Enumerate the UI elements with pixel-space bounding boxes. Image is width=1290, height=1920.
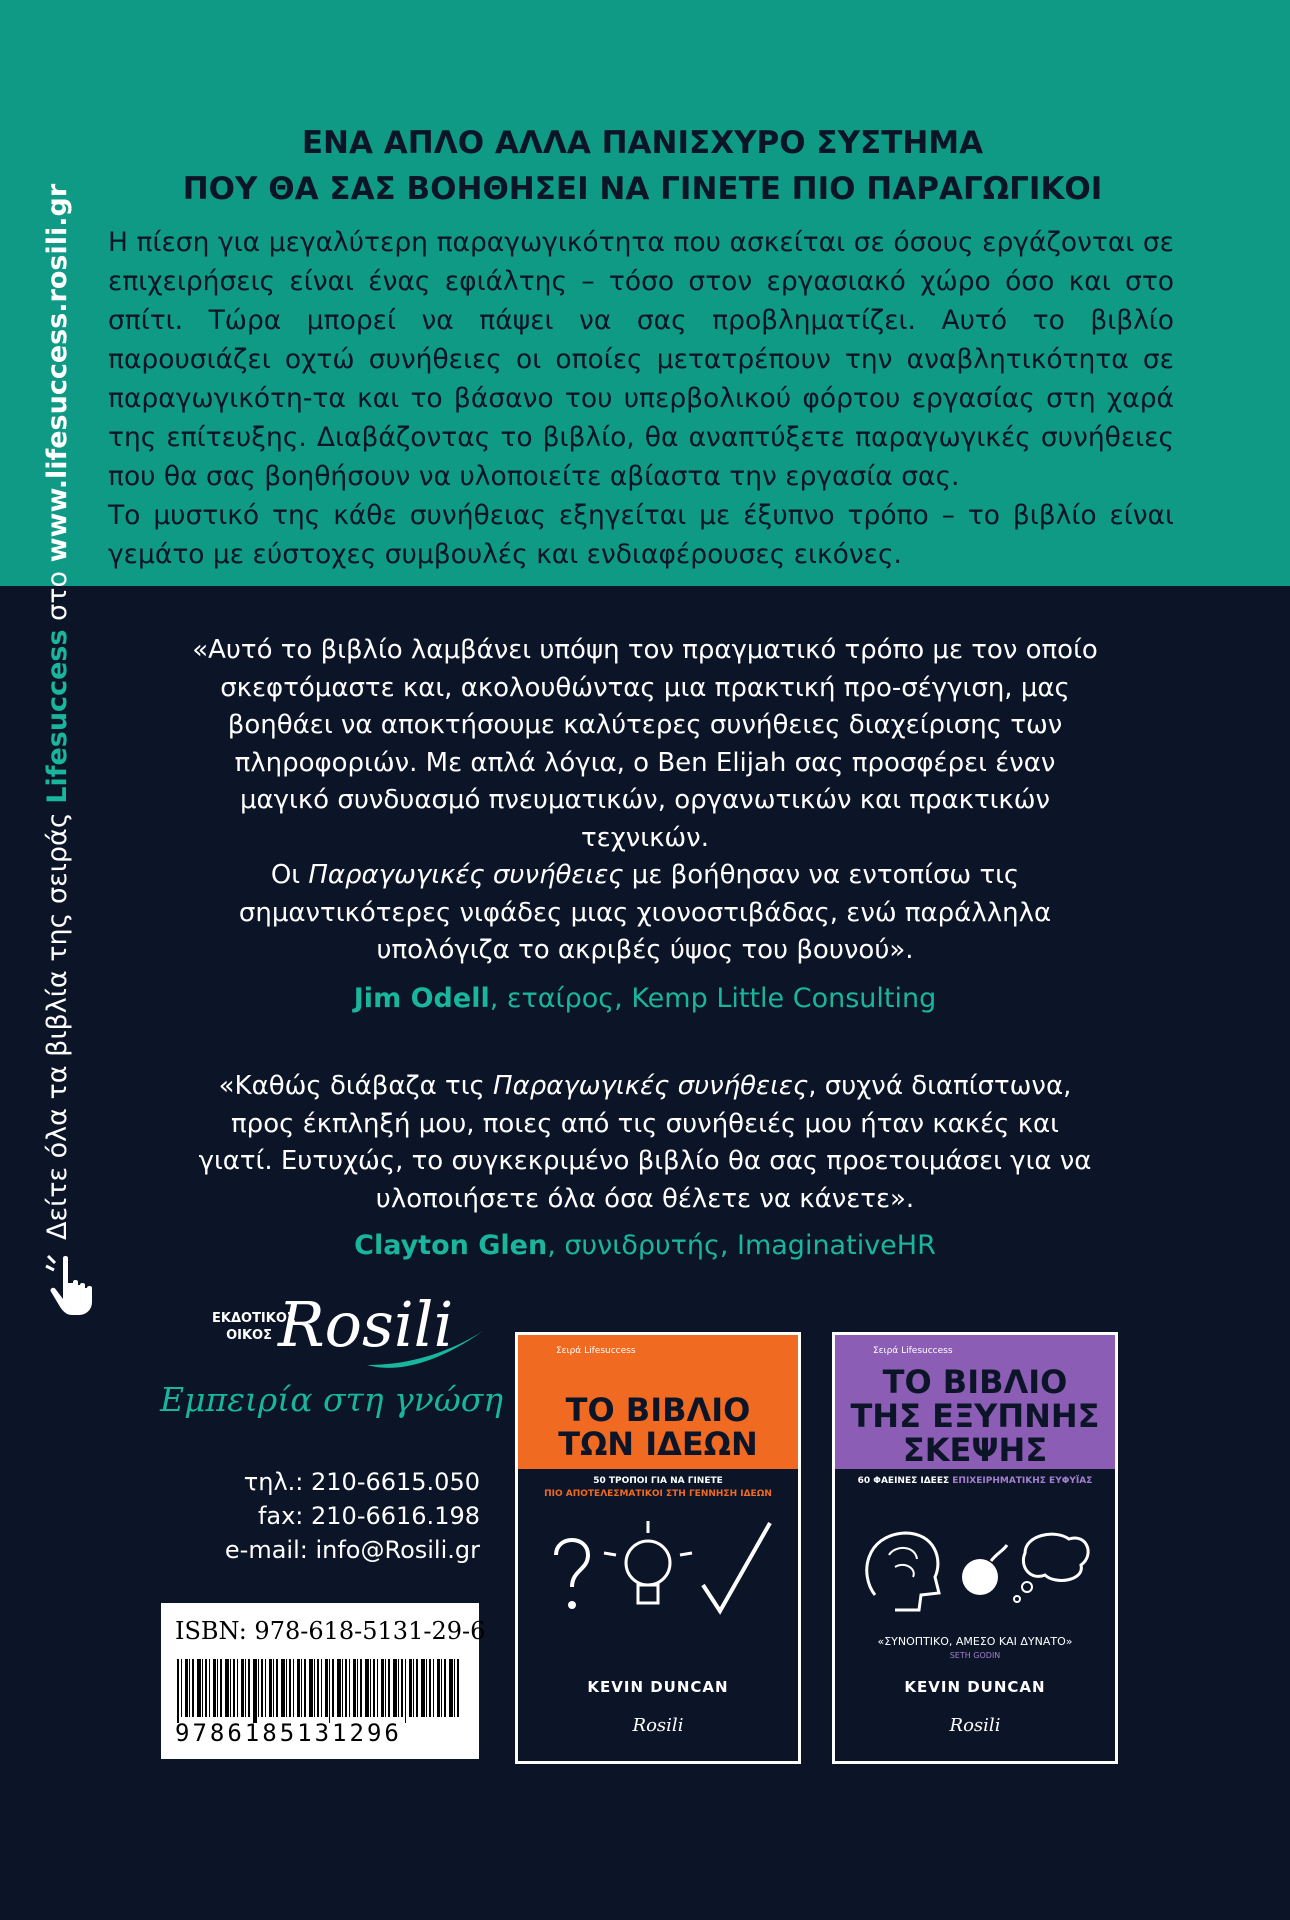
barcode-bar — [230, 1659, 231, 1717]
barcode-bar — [248, 1659, 250, 1717]
book-series-label: Σειρά Lifesuccess — [873, 1346, 953, 1356]
barcode-bar — [213, 1659, 216, 1717]
barcode-bar — [237, 1659, 238, 1717]
barcode-bar — [185, 1659, 188, 1717]
barcode-bar — [241, 1659, 244, 1717]
barcode-bar — [293, 1659, 294, 1717]
book-cover-ideas[interactable] — [515, 1332, 801, 1764]
testimonial-1-text-b: με βοήθησαν να εντοπίσω τις σημαντικότερες νιφάδες μιας χιονοστιβάδας, ενώ παράλληλα υπολόγιζα το ακριβές ύψος του βουνού». — [238, 860, 1052, 965]
description-paragraph-2: Το μυστικό της κάθε συνήθειας εξηγείται με έξυπνο τρόπο – το βιβλίο είναι γεμάτο με εύστοχες συμβουλές και ενδιαφέρουσες εικόνες. — [108, 500, 1174, 570]
rosili-logo: Rosili — [278, 1288, 454, 1361]
book-subtitle-line-2: ΠΙΟ ΑΠΟΤΕΛΕΣΜΑΤΙΚΟΙ ΣΤΗ ΓΕΝΝΗΣΗ ΙΔΕΩΝ — [544, 1489, 772, 1499]
book-publisher-logo: Rosili — [949, 1715, 1001, 1736]
barcode-bar — [426, 1659, 427, 1717]
barcode-bar — [297, 1659, 300, 1717]
testimonial-2-paragraph — [190, 1068, 1100, 1218]
barcode-bar — [429, 1659, 431, 1717]
barcode-bar — [253, 1659, 257, 1723]
book-subtitle-line-1: 60 ΦΑΕΙΝΕΣ ΙΔΕΕΣ — [857, 1476, 953, 1486]
barcode-bar — [353, 1659, 356, 1717]
question-bulb-check-icon — [538, 1515, 778, 1625]
book-title-italic: Παραγωγικές συνήθειες — [308, 860, 624, 890]
barcode-bar — [177, 1659, 179, 1723]
book-description — [108, 223, 1174, 574]
testimonial-1 — [190, 632, 1100, 970]
book-series-label: Σειρά Lifesuccess — [556, 1346, 636, 1356]
barcode-bar — [437, 1659, 440, 1717]
phone-number: τηλ.: 210-6615.050 — [243, 1468, 480, 1496]
book-author: KEVIN DUNCAN — [587, 1678, 729, 1696]
testimonial-2-text-a: «Καθώς διάβαζα τις — [218, 1071, 494, 1101]
testimonial-2-text-b: , συχνά διαπίστωνα, προς έκπληξή μου, ποιες από τις συνήθειές μου ήταν κακές και γιατί. Ευτυχώς, το συγκεκριμένο βιβλίο θα σας προετοιμάσει για να υλοποιήσετε όλα όσα θέλετε να κάνετε». — [198, 1071, 1092, 1214]
testimonial-1-text-a: Οι — [270, 860, 309, 890]
barcode-bars — [175, 1655, 465, 1727]
testimonial-2 — [190, 1068, 1100, 1218]
testimonial-1-attribution — [190, 980, 1100, 1018]
barcode-bar — [357, 1659, 358, 1717]
barcode-bar — [329, 1659, 330, 1723]
logo-swoosh-icon — [365, 1325, 485, 1375]
barcode-bar — [433, 1659, 434, 1717]
book-cover-smart-thinking[interactable] — [832, 1332, 1118, 1764]
book-title-line-3: ΣΚΕΨΗΣ — [902, 1431, 1048, 1469]
book-title-line-2: ΤΗΣ ΕΞΥΠΝΗΣ — [850, 1397, 1100, 1435]
barcode-bar — [325, 1659, 328, 1717]
barcode-bar — [321, 1659, 322, 1717]
barcode-bar — [405, 1659, 406, 1723]
barcode-bar — [457, 1659, 459, 1717]
barcode-bar — [393, 1659, 397, 1717]
book-author: KEVIN DUNCAN — [904, 1678, 1046, 1696]
barcode-bar — [377, 1659, 378, 1717]
isbn-label: ISBN: 978-618-5131-29-6 — [175, 1617, 486, 1645]
barcode-bar — [416, 1659, 418, 1717]
book-endorsement-quote: «ΣΥΝΟΠΤΙΚΟ, ΑΜΕΣΟ ΚΑΙ ΔΥΝΑΤΟ» — [877, 1635, 1073, 1648]
side-series-name: Lifesuccess — [42, 629, 73, 804]
book-title — [835, 1365, 1115, 1467]
book-title-line-2: ΤΩΝ ΙΔΕΩΝ — [558, 1425, 758, 1463]
testimonial-1-role: , εταίρος, Kemp Little Consulting — [489, 983, 937, 1014]
barcode-bar — [388, 1659, 390, 1717]
barcode-bar — [281, 1659, 285, 1717]
barcode-bar — [181, 1659, 182, 1717]
testimonial-2-role: , συνιδρυτής, ImaginativeHR — [547, 1230, 936, 1261]
series-vertical-text — [40, 100, 76, 1240]
publisher-label — [212, 1310, 296, 1344]
book-publisher-logo: Rosili — [632, 1715, 684, 1736]
barcode-bar — [276, 1659, 278, 1717]
barcode-bar — [192, 1659, 194, 1717]
barcode-digits: 9786185131296 — [175, 1719, 402, 1747]
testimonial-2-author: Clayton Glen — [354, 1230, 548, 1261]
publisher-label-line-2: ΟΙΚΟΣ — [226, 1328, 272, 1343]
barcode-bar — [289, 1659, 291, 1717]
book-subtitle — [845, 1475, 1105, 1488]
barcode-bar — [217, 1659, 218, 1717]
publisher-contacts — [160, 1465, 480, 1567]
barcode-bar — [345, 1659, 347, 1717]
barcode-bar — [332, 1659, 334, 1717]
barcode-bar — [220, 1659, 222, 1717]
side-text-part-1: Δείτε όλα τα βιβλία της σειράς — [42, 803, 73, 1240]
barcode-bar — [365, 1659, 369, 1717]
barcode-bar — [421, 1659, 425, 1717]
testimonial-1-author: Jim Odell — [353, 983, 490, 1014]
barcode-bar — [225, 1659, 229, 1717]
barcode-bar — [370, 1659, 371, 1717]
book-title — [518, 1393, 798, 1461]
headline-line-2: ΠΟΥ ΘΑ ΣΑΣ ΒΟΗΘΗΣΕΙ ΝΑ ΓΙΝΕΤΕ ΠΙΟ ΠΑΡΑΓΩΓΙΚΟΙ — [182, 171, 1103, 207]
barcode-bar — [269, 1659, 272, 1717]
isbn-barcode — [161, 1603, 486, 1759]
barcode-bar — [349, 1659, 350, 1717]
barcode-bar — [286, 1659, 287, 1717]
book-subtitle-line-2: ΕΠΙΧΕΙΡΗΜΑΤΙΚΗΣ ΕΥΦΥΪΑΣ — [952, 1476, 1093, 1486]
barcode-bar — [258, 1659, 259, 1717]
side-url-link[interactable]: www.lifesuccess.rosili.gr — [42, 183, 73, 563]
barcode-bar — [202, 1659, 203, 1717]
testimonial-2-attribution — [190, 1227, 1100, 1265]
barcode-bar — [317, 1659, 319, 1717]
barcode-bar — [209, 1659, 210, 1717]
book-endorsement-source: SETH GODIN — [949, 1651, 1001, 1660]
barcode-bar — [401, 1659, 403, 1717]
barcode-bar — [309, 1659, 313, 1717]
book-title-line-1: ΤΟ ΒΙΒΛΙΟ — [565, 1391, 751, 1429]
barcode-bar — [441, 1659, 442, 1717]
barcode-bar — [314, 1659, 315, 1717]
barcode-bar — [381, 1659, 384, 1717]
barcode-bar — [301, 1659, 302, 1717]
headline — [105, 120, 1180, 212]
book-title-italic-2: Παραγωγικές συνήθειες — [493, 1071, 809, 1101]
publisher-tagline: Εμπειρία στη γνώση — [160, 1380, 504, 1419]
headline-line-1: ΕΝΑ ΑΠΛΟ ΑΛΛΑ ΠΑΝΙΣΧΥΡΟ ΣΥΣΤΗΜΑ — [301, 125, 984, 161]
side-text-part-2: στο — [42, 562, 73, 630]
barcode-bar — [205, 1659, 207, 1717]
barcode-bar — [398, 1659, 399, 1717]
barcode-bar — [342, 1659, 343, 1717]
barcode-bar — [360, 1659, 362, 1717]
fax-number: fax: 210-6616.198 — [257, 1502, 480, 1530]
barcode-bar — [444, 1659, 446, 1717]
publisher-logo-block — [160, 1285, 504, 1435]
barcode-bar — [233, 1659, 235, 1717]
barcode-bar — [197, 1659, 201, 1717]
barcode-bar — [304, 1659, 306, 1717]
barcode-bar — [449, 1659, 453, 1717]
barcode-bar — [409, 1659, 412, 1717]
description-paragraph-1: Η πίεση για μεγαλύτερη παραγωγικότητα που ασκείται σε όσους εργάζονται σε επιχειρήσεις είναι ένας εφιάλτης – τόσο στον εργασιακό χώρο όσο και στο σπίτι. Τώρα μπορεί να πάψει να σας προβληματίζει. Αυτό το βιβλίο παρουσιάζει οχτώ συνήθειες οι οποίες μετατρέπουν την αναβλητικότητα σε παραγωγικότη-τα και το βάσανο του υπερβολικού φόρτου εργασίας στη χαρά της επίτευξης. Διαβάζοντας το βιβλίο, θα αναπτύξετε παραγωγικές συνήθειες που θα σας βοηθήσουν να υλοποιείτε αβίαστα την εργασία σας. — [108, 227, 1174, 492]
book-subtitle-line-1: 50 ΤΡΟΠΟΙ ΓΙΑ ΝΑ ΓΙΝΕΤΕ — [593, 1476, 723, 1486]
head-bomb-thought-icon — [855, 1515, 1095, 1625]
book-endorsement — [835, 1635, 1115, 1663]
publisher-label-line-1: ΕΚΔΟΤΙΚΟΣ — [212, 1311, 296, 1326]
barcode-bar — [189, 1659, 190, 1717]
barcode-bar — [385, 1659, 386, 1717]
barcode-bar — [261, 1659, 263, 1717]
testimonial-1-paragraph-1: «Αυτό το βιβλίο λαμβάνει υπόψη τον πραγματικό τρόπο με τον οποίο σκεφτόμαστε και, ακολουθώντας μια πρακτική προ-σέγγιση, μας βοηθάει να αποκτήσουμε καλύτερες συνήθειες διαχείρισης των πληροφοριών. Με απλά λόγια, ο Ben Elijah σας προσφέρει έναν μαγικό συνδυασμό πνευματικών, οργανωτικών και πρακτικών τεχνικών. — [192, 635, 1098, 853]
barcode-bar — [273, 1659, 274, 1717]
book-title-line-1: ΤΟ ΒΙΒΛΙΟ — [882, 1363, 1068, 1401]
pointing-hand-icon — [42, 1252, 102, 1320]
barcode-bar — [265, 1659, 266, 1717]
book-subtitle — [528, 1475, 788, 1501]
testimonial-1-paragraph-2 — [190, 857, 1100, 970]
barcode-bar — [337, 1659, 341, 1717]
barcode-bar — [413, 1659, 414, 1717]
barcode-bar — [245, 1659, 246, 1717]
barcode-bar — [454, 1659, 455, 1717]
barcode-bar — [373, 1659, 375, 1717]
email-address[interactable]: e-mail: info@Rosili.gr — [224, 1536, 480, 1564]
